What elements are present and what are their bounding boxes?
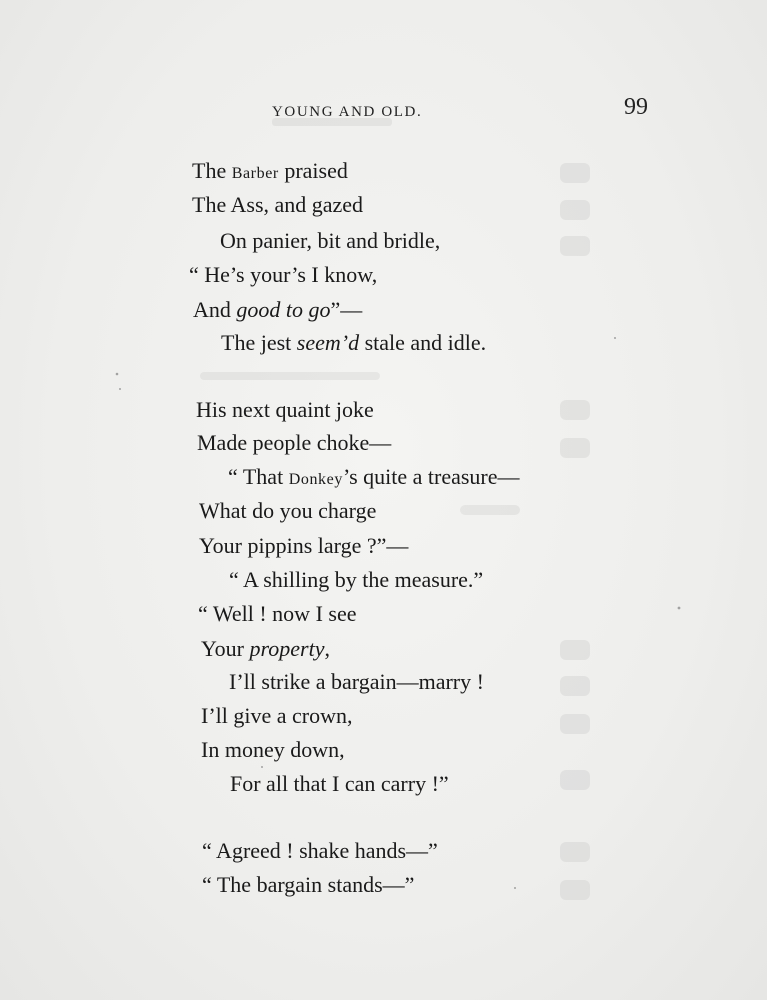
poem-line: The jest seem’d stale and idle. <box>221 330 487 355</box>
poem-line: For all that I can carry !” <box>230 771 449 796</box>
poem-line: “ Agreed ! shake hands—” <box>202 838 438 863</box>
poem-line: Made people choke— <box>197 430 392 455</box>
poem-line: “ The bargain stands—” <box>202 872 415 897</box>
poem-line: “ He’s your’s I know, <box>189 262 378 287</box>
poem-line: “ Well ! now I see <box>198 601 357 626</box>
page-number: 99 <box>624 94 648 120</box>
poem-line: The Ass, and gazed <box>192 192 364 217</box>
poem-line: I’ll give a crown, <box>201 703 353 728</box>
poem-line: And good to go”— <box>193 297 363 322</box>
running-head: YOUNG AND OLD. <box>272 104 423 120</box>
poem-line: In money down, <box>201 737 345 762</box>
poem-line: On panier, bit and bridle, <box>220 228 441 253</box>
poem-line: What do you charge <box>199 498 377 523</box>
poem-line: “ A shilling by the measure.” <box>229 567 484 592</box>
poem-line: His next quaint joke <box>196 397 374 422</box>
poem-line: Your pippins large ?”— <box>199 533 409 558</box>
poem-line: I’ll strike a bargain—marry ! <box>229 669 484 694</box>
poem-line: The Barber praised <box>192 158 348 183</box>
poem-line: Your property, <box>201 636 330 661</box>
poem-line: “ That Donkey’s quite a treasure— <box>228 464 520 489</box>
